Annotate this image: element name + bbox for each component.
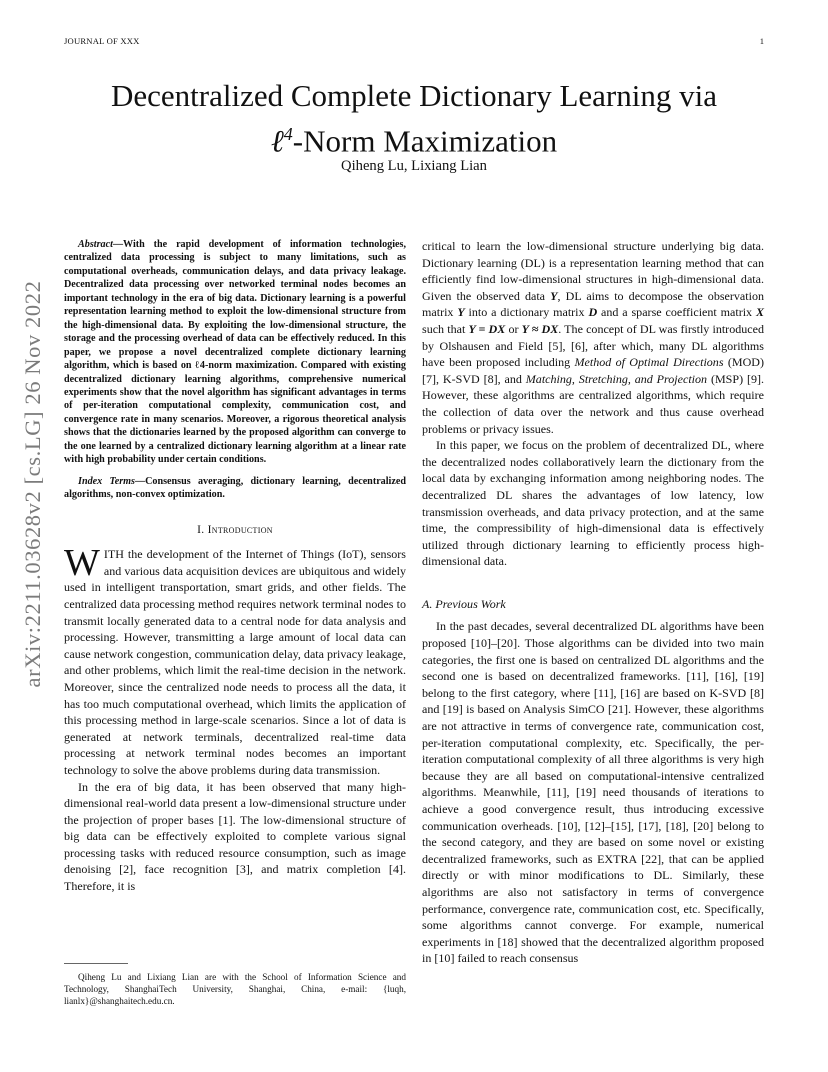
intro-paragraph-1 <box>64 542 406 778</box>
index-terms-text: —Consensus averaging, dictionary learning, decentralized algorithms, non-convex optimization. <box>64 475 406 501</box>
abstract-label: Abstract <box>78 239 113 250</box>
ell-symbol: ℓ <box>270 123 284 159</box>
p3-text-d: and a sparse coefficient matrix <box>597 305 756 320</box>
arxiv-sidebar-stamp <box>10 280 56 688</box>
p3-text-i: (MSP) [9]. However, these algorithms are centralized algorithms, which require the collection of data over the network and thus cause overhead problems or privacy issues. <box>422 371 765 436</box>
matrix-D: D <box>588 305 598 320</box>
page-number: 1 <box>759 36 764 46</box>
section-numeral: I. <box>197 523 205 536</box>
abstract <box>64 238 406 467</box>
author-footnote <box>64 971 406 1007</box>
title-line-1: Decentralized Complete Dictionary Learning via <box>111 78 717 113</box>
footnote-text: Qiheng Lu and Lixiang Lian are with the School of Information Science and Technology, ShanghaiTech University, Shanghai, China, e-mail: {luqh, lianlx}@shanghaitech.edu.cn. <box>64 972 406 1007</box>
footnote-rule <box>64 963 128 964</box>
p3-text-a: critical to learn the low-dimensional structure underlying big data. Dictionary learning (DL) is a representation learning method that can efficiently find low-dimensional structures in high-dimensional data. Given the observed data <box>422 239 764 303</box>
index-terms-label: Index Terms <box>78 475 135 487</box>
left-column <box>64 238 406 895</box>
title-line-2 <box>64 115 764 160</box>
matrix-X: X <box>755 305 764 320</box>
p3-text-e: such that <box>422 321 469 336</box>
section-title: Introduction <box>207 523 273 536</box>
abstract-text: —With the rapid development of information technologies, centralized data processing is subject to many limitations, such as computational overheads, communication delays, and data privacy leakage. Decentralized data processing over networked terminal nodes becomes an important technology in the era of big data. Dictionary learning is a powerful representation learning method to exploit the low-dimensional structure from the high-dimensional data. By exploiting the low-dimensional structure, the storage and the processing overhead of data can be effectively reduced. In this paper, we propose a novel decentralized complete dictionary learning algorithm, which is based on ℓ4-norm maximization. Compared with existing decentralized dictionary learning algorithms, comprehensive numerical experiments show that the novel algorithm has significant advantages in terms of per-iteration computational complexity, communication cost, and convergence rate in many scenarios. Moreover, a rigorous theoretical analysis shows that the dictionaries learned by the proposed algorithm can converge to the one learned by a centralized dictionary learning algorithm at a linear rate with high probability under certain conditions. <box>64 239 406 466</box>
p3-text-c: into a dictionary matrix <box>464 305 589 320</box>
arxiv-identifier: arXiv:2211.03628v2 [cs.LG] 26 Nov 2022 <box>20 280 45 688</box>
title-line-2-text: -Norm Maximization <box>292 123 558 159</box>
p3-text-h: (MOD) [7], K-SVD [8], and <box>422 355 764 386</box>
journal-header: JOURNAL OF XXX <box>64 36 140 46</box>
p3-text-f: or <box>505 321 522 336</box>
intro-paragraph-3 <box>422 238 764 437</box>
msp-name: Matching, Stretching, and Projection <box>525 371 708 386</box>
p3-text-g: . The concept of DL was firstly introduced by Olshausen and Field [5], [6], after which, many DL algorithms have been proposed including <box>422 321 764 370</box>
intro-paragraph-1-text: ITH the development of the Internet of Things (IoT), sensors and various data acquisition devices are ubiquitous and widely used in intelligent transportation, smart grids, and other fields. The centralized data processing method requires network terminal nodes to transmit locally generated data to a central node for data analysis and processing. However, transmitting a large amount of local data can cause network congestion, communication delay, data privacy leakage, and other problems, which limit the real-time decision in the network. Moreover, since the centralized node needs to process all the data, it has too much computational overhead, which limits the application of this processing method in large-scale scenarios. Since a lot of data is generated at network terminals, decentralized real-time data processing at network terminal nodes becomes an important technology to solve the above problems during data transmission. <box>64 547 406 777</box>
matrix-Y: Y <box>550 288 558 303</box>
subsection-heading-previous-work: A. Previous Work <box>422 596 506 611</box>
section-heading-introduction <box>64 522 406 539</box>
right-column <box>422 238 764 967</box>
matrix-Y: Y <box>457 305 465 320</box>
equation-y-approx-dx: Y ≈ DX <box>521 321 559 336</box>
intro-paragraph-2: In the era of big data, it has been observed that many high-dimensional real-world data present a low-dimensional structure under the projection of proper bases [1]. The low-dimensional structure of big data can be effectively exploited to complete various signal processing tasks with reduced resource consumption, such as image denoising [2], face recognition [3], and matrix completion [4]. Therefore, it is <box>64 779 406 894</box>
ell-exponent: 4 <box>283 124 293 144</box>
equation-y-equals-dx: Y = DX <box>468 321 506 336</box>
p3-text-b: , DL aims to decompose the observation matrix <box>422 288 764 320</box>
index-terms <box>64 475 406 502</box>
intro-paragraph-4: In this paper, we focus on the problem of decentralized DL, where the decentralized nodes collaboratively learn the dictionary from the local data by exchanging information among neighboring nodes. The decentralized DL shares the advantages of low latency, low transmission overheads, and data privacy protection, and at the same time, the compressibility of high-dimensional data is effectively utilized through dictionary learning to efficiently process high-dimensional data. <box>422 438 764 569</box>
previous-work-paragraph-1: In the past decades, several decentralized DL algorithms have been proposed [10]–[20]. Those algorithms can be divided into two main categories, the first one is based on centralized DL algorithms and the second one is based on decentralized frameworks. [11], [16], [19] belong to the first category, where [11], [16] are based on K-SVD [8] and [19] is based on Analysis SimCO [21]. However, these algorithms are not attractive in terms of convergence rate, communication cost, per-iteration computational complexity, etc. Specifically, the per-iteration computational complexity of all three algorithms is very high because they are all based on computational-intensive centralized algorithms. Meanwhile, [11], [19] need thousands of iterations to achieve a good convergence result, thus introducing excessive communication overheads. [10], [12]–[15], [17], [18], [20] belong to the second category, and they are based on some novel or existing decentralized frameworks, such as EXTRA [22], that can be applied directly or with minor modifications to DL. Similarly, these algorithms are also not satisfactory in terms of convergence performance, convergence rate, communication cost, etc. Specifically, some algorithms cannot converge. For example, numerical experiments in [18] showed that the decentralized algorithm proposed in [10] failed to reach consensus <box>422 619 764 966</box>
authors: Qiheng Lu, Lixiang Lian <box>341 158 487 174</box>
drop-cap: W <box>64 542 100 585</box>
paper-title <box>64 76 764 160</box>
mod-name: Method of Optimal Directions <box>574 355 724 370</box>
